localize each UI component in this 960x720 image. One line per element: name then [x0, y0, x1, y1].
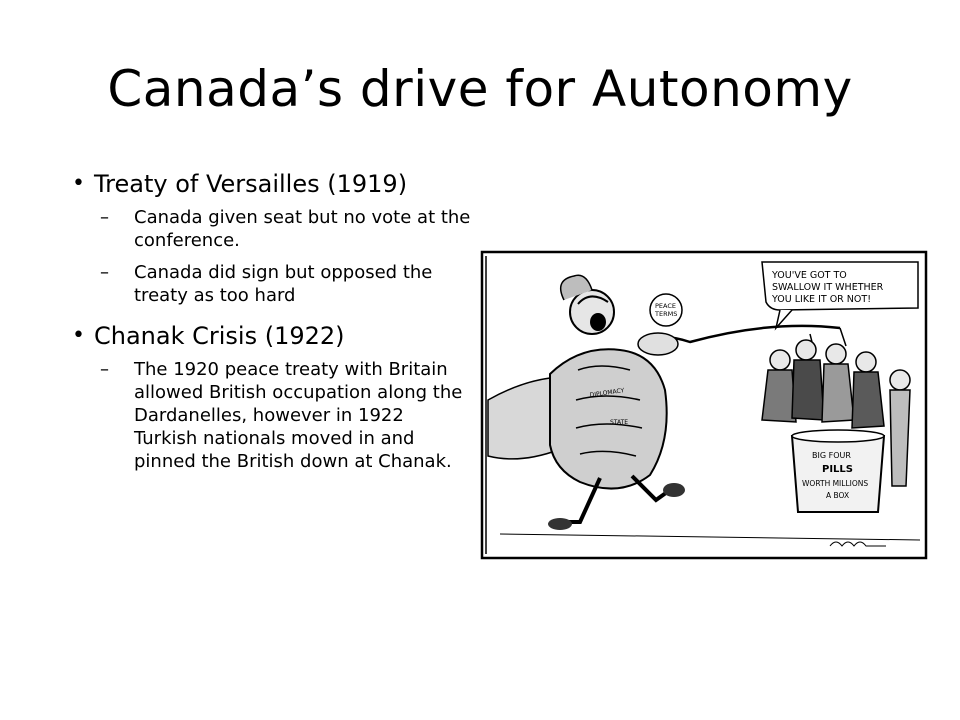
spoon-bowl [638, 333, 678, 355]
svg-text:PILLS: PILLS [822, 464, 853, 475]
bullet-text: Treaty of Versailles (1919) [94, 170, 408, 198]
bullet-text: Chanak Crisis (1922) [94, 322, 345, 350]
speech-line: YOU'VE GOT TO [772, 270, 847, 281]
svg-text:BIG FOUR: BIG FOUR [812, 451, 851, 460]
svg-text:A BOX: A BOX [826, 491, 850, 500]
svg-text:STATE: STATE [610, 419, 629, 426]
svg-text:DIPLOMACY: DIPLOMACY [589, 387, 625, 399]
bullet-treaty-of-versailles [72, 168, 472, 200]
slide-title: Canada’s drive for Autonomy [107, 60, 853, 118]
bullet-dot-icon: • [72, 171, 85, 196]
political-cartoon [480, 250, 928, 560]
svg-text:TERMS: TERMS [655, 310, 678, 318]
speech-line: SWALLOW IT WHETHER [772, 282, 884, 293]
sub-bullet-text: Canada did sign but opposed the treaty as too hard [134, 262, 433, 306]
dash-icon: – [100, 359, 109, 380]
bullet-chanak-crisis [72, 320, 472, 352]
slide-body [72, 168, 472, 482]
sub-bullet-text: The 1920 peace treaty with Britain allowed British occupation along the Dardanelles, however in 1922 Turkish nationals moved in and pinned the British down at Chanak. [134, 359, 463, 472]
bullet-dot-icon: • [72, 323, 85, 348]
dash-icon: – [100, 207, 109, 228]
dash-icon: – [100, 262, 109, 283]
shouting-mouth [590, 313, 606, 331]
svg-text:WORTH MILLIONS: WORTH MILLIONS [802, 479, 869, 488]
sub-bullet [72, 358, 472, 473]
sub-bullet-text: Canada given seat but no vote at the conference. [134, 207, 471, 251]
sub-bullet [72, 261, 472, 307]
speech-line: YOU LIKE IT OR NOT! [772, 294, 871, 305]
sub-bullet [72, 206, 472, 252]
giant-fist [550, 349, 667, 488]
svg-text:PEACE: PEACE [655, 302, 677, 310]
